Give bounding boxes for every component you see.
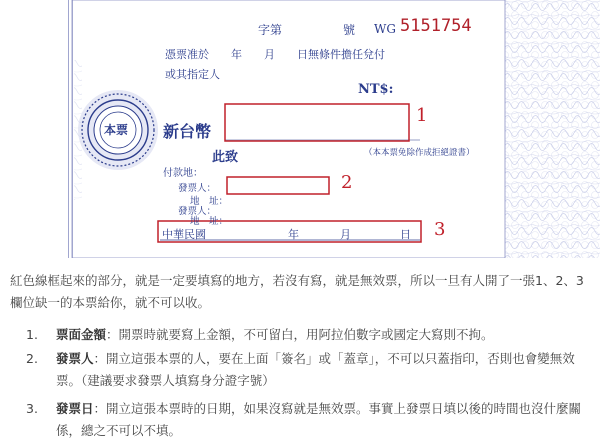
exemption-note: （本本票免除作成拒絕證書） — [364, 148, 475, 158]
nt-label: NT$: — [358, 82, 394, 97]
serial-number: 5151754 — [400, 16, 472, 36]
list-item-number: 1. — [26, 327, 38, 342]
issuer-highlight-box — [227, 177, 329, 194]
date-day: 日 — [400, 228, 411, 241]
list-item-text: ：開立這張本票時的日期，如果沒寫就是無效票。事實上發票日填以後的時間也沒什麼關係，總之不可以不填。 — [56, 401, 582, 438]
date-month: 月 — [340, 228, 351, 241]
list-item-number: 2. — [26, 351, 38, 366]
list-item-title: 票面金額 — [56, 327, 107, 342]
word-hao: 號 — [343, 23, 356, 37]
marker-3: 3 — [434, 219, 446, 240]
issuer-label: 發票人： — [178, 183, 217, 194]
to-label: 此致 — [212, 150, 239, 165]
list-item-text: ：開票時就要寫上金額，不可留白，用阿拉伯數字或國定大寫則不拘。 — [106, 327, 494, 342]
payment-place: 付款地： — [163, 168, 203, 179]
list-item-title: 發票日 — [56, 401, 94, 416]
address-label-2: 地 址： — [190, 216, 229, 227]
promise-line: 憑票准於 年 月 日無條件擔任兌付 — [165, 48, 385, 61]
seal-char: 本票 — [104, 123, 129, 137]
list-item-number: 3. — [26, 401, 38, 416]
address-label-1: 地 址： — [190, 196, 229, 207]
list-item-title: 發票人 — [56, 351, 94, 366]
marker-1: 1 — [416, 105, 428, 126]
serial-prefix: WG — [374, 22, 396, 36]
date-year: 年 — [288, 228, 299, 241]
list-item-text: ：開立這張本票的人，要在上面「簽名」或「蓋章」，不可以只蓋指印，否則也會變無效票。（建議要求發票人填寫身分證字號） — [56, 351, 575, 388]
payee-line: 或其指定人 — [165, 68, 220, 81]
amount-highlight-box — [225, 104, 409, 141]
word-zi: 字第 — [258, 23, 283, 37]
amount-label: 新台幣 — [163, 122, 212, 141]
marker-2: 2 — [341, 172, 353, 193]
date-label: 中華民國 — [162, 228, 206, 241]
description-paragraph: 紅色線框起來的部分，就是一定要填寫的地方，若沒有寫，就是無效票，所以一旦有人開了一張1、2、3欄位缺一的本票給你，就不可以收。 — [10, 273, 584, 310]
issuer-label-2: 發票人： — [178, 206, 217, 217]
